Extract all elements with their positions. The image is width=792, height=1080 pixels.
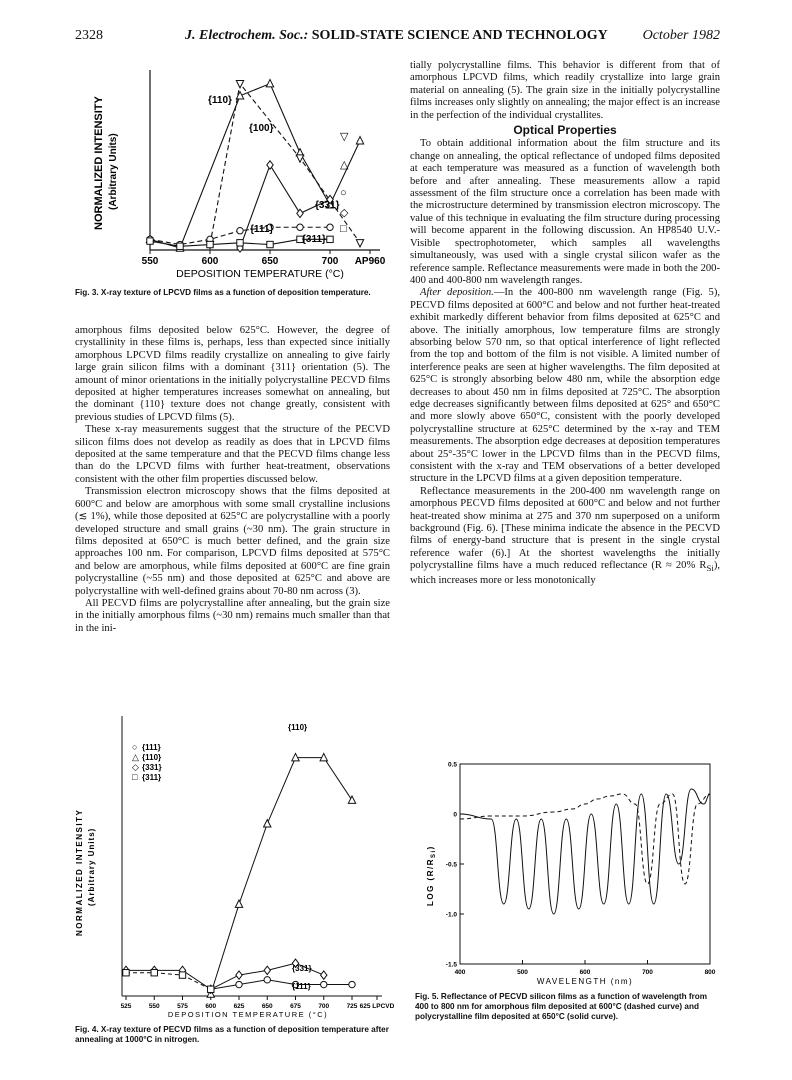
journal-section: SOLID-STATE SCIENCE AND TECHNOLOGY: [311, 28, 608, 43]
figure-4: [70, 706, 395, 1021]
fig4-data-point: [236, 981, 242, 987]
fig3-label-311: {311}: [302, 234, 326, 245]
fig4-ticks: [121, 996, 395, 1010]
fig3-key-circle: ○: [340, 187, 347, 199]
fig5-ylabel-main: LOG (R/R: [426, 858, 435, 906]
fig3-data-point: [356, 240, 363, 247]
fig5-y-tick-label: -1.5: [445, 961, 457, 969]
fig4-x-tick-label: 600: [205, 1003, 217, 1010]
figure-4-caption: Fig. 4. X-ray texture of PECVD films as a function of deposition temperature after annealing at 1000°C in nitrogen.: [75, 1025, 389, 1045]
fig4-legend-marker-111: ○: [132, 742, 138, 752]
fig4-data-point: [236, 971, 242, 979]
fig3-ylabel-units: (Arbitrary Units): [108, 133, 119, 210]
figure-3-chart: [70, 60, 390, 285]
fig5-marks: [460, 789, 710, 914]
right-paragraph-2-body: —In the 400-800 nm wavelength range (Fig. 5), PECVD films deposited at 600°C and below and not further heat-treated exhibit markedly different behavior from films deposited at 625°C and above. The initially amorphous, low temperature films are strongly absorbing below 570 nm, so that optical interference of light reflected from the top and bottom of the film is not visible. A limited number of interference peaks are seen at higher wavelengths. The film deposited at 625°C is strongly absorbing below 480 nm, while the absorption edge decreases to about 450 nm in films deposited at 725°C. The absorption edge decreases significantly between films deposited at 625° and 650°C and more slowly above 650°C, consistent with the poorly developed polycrystalline structure at 625°C determined by the x-ray and TEM measurements. The absorption edge decreases at deposition temperatures about 25°-35°C lower in the LPCVD films than in the PECVD films, consistent with the x-ray and TEM observations of a better developed structure in the LPCVD films at a given deposition temperature.: [410, 287, 720, 485]
fig3-ticks: [142, 250, 386, 267]
fig3-data-point: [327, 236, 333, 242]
fig5-x-tick-label: 500: [517, 969, 528, 976]
fig5-ticks: [446, 762, 716, 977]
fig5-y-tick-label: -1.0: [445, 911, 457, 919]
fig5-ylabel-end: ): [426, 845, 435, 850]
fig3-data-point: [356, 137, 363, 144]
fig4-data-point: [264, 966, 270, 974]
fig4-label-111: {111}: [292, 982, 311, 991]
fig3-key-diamond: ◇: [340, 207, 349, 219]
fig3-label-331: {331}: [315, 200, 340, 211]
figure-3: [70, 60, 390, 285]
fig3-label-110: {110}: [208, 95, 232, 106]
fig3-data-point: [266, 79, 273, 86]
fig3-data-point: [297, 224, 303, 230]
figure-4-chart: [70, 706, 395, 1021]
fig3-data-point: [236, 80, 243, 87]
fig4-x-tick-label: 550: [148, 1003, 160, 1010]
fig4-legend-331: {331}: [142, 763, 162, 772]
fig3-data-point: [267, 241, 273, 247]
fig4-legend-110: {110}: [142, 753, 162, 762]
figure-3-caption: Fig. 3. X-ray texture of LPCVD films as a function of deposition temperature.: [75, 288, 371, 297]
fig4-data-point: [264, 820, 271, 827]
fig5-x-tick-label: 800: [704, 969, 716, 976]
issue-date: October 1982: [642, 28, 720, 43]
fig4-x-tick-label: 650: [261, 1003, 273, 1010]
fig4-x-tick-label: 625: [233, 1003, 245, 1010]
left-paragraph-1: amorphous films deposited below 625°C. However, the degree of crystallinity in these films is, perhaps, less than expected since initially amorphous LPCVD films readily crystallize on annealing to give fairly large grain silicon films with a dominant {311} orientation (5). The amount of minor orientations in the initially polycrystalline PECVD films deposited at higher temperatures increases somewhat on annealing, but the dominant {110} texture does not change greatly, consistent with previous studies of LPCVD films (5).: [75, 325, 390, 423]
fig5-series-curve: [460, 794, 710, 884]
fig3-data-point: [147, 238, 153, 244]
fig3-key-square: □: [340, 223, 347, 235]
fig4-x-tick-label: 575: [177, 1003, 188, 1010]
journal-title: [185, 28, 608, 44]
left-paragraph-3: Transmission electron microscopy shows that the films deposited at 600°C and below are amorphous with some small crystalline inclusions (≲ 1%), while those deposited at 625°C are polycrystalline with a poorly developed structure and small grains (~30 nm). The grain structure in films deposited at 650°C is much better defined, and the grain size approaches 100 nm. For comparison, LPCVD films deposited at 575°C and below are amorphous, while films deposited at 600°C are fine grain polycrystalline (~55 nm) and those deposited at 625°C and above are polycrystalline with well-defined grains about 70-80 nm across (3).: [75, 486, 390, 597]
fig4-xlabel: DEPOSITION TEMPERATURE (°C): [167, 1010, 329, 1019]
fig3-data-point: [327, 224, 333, 230]
left-column-text: [75, 325, 390, 635]
fig4-legend-111: {111}: [142, 743, 161, 752]
fig5-y-tick-label: -0.5: [445, 861, 457, 869]
fig4-legend-marker-311: □: [132, 772, 138, 782]
right-column-text: [410, 60, 720, 587]
fig3-data-point: [237, 228, 243, 234]
fig5-series-curve: [460, 789, 710, 914]
fig3-x-tick-label: 700: [321, 256, 339, 267]
right-paragraph-3-body: Reflectance measurements in the 200-400 nm wavelength range on amorphous PECVD films deposited at 600°C and below and not further heat-treated show minima at 275 and 370 nm superposed on a uniform background (Fig. 6). [These minima indicate the absence in the PECVD films of energy-band structure that is present in the single crystal reference wafer (6).] At the shortest wavelengths the initially polycrystalline films have a much reduced reflectance (R ≈ 20% R: [410, 485, 720, 572]
fig4-data-point: [321, 981, 327, 987]
fig4-ylabel-units: (Arbitrary Units): [87, 827, 96, 906]
fig4-label-110: {110}: [288, 723, 308, 732]
fig4-data-point: [320, 753, 327, 760]
section-heading-optical: Optical Properties: [513, 123, 617, 138]
fig4-legend-marker-331: ◇: [132, 762, 139, 772]
fig5-xlabel: WAVELENGTH (nm): [536, 977, 634, 986]
fig3-key-triangle: △: [340, 159, 349, 171]
fig3-label-111: {111}: [250, 224, 274, 235]
fig3-marker-key: [340, 131, 349, 235]
fig3-label-100: {100}: [249, 123, 274, 134]
fig5-ylabel: [426, 845, 437, 906]
fig4-x-tick-label: 525: [120, 1003, 132, 1010]
left-paragraph-4: All PECVD films are polycrystalline after annealing, but the grain size in the initially amorphous films (~30 nm) remains much smaller than that in the ini-: [75, 597, 390, 634]
fig4-label-331: {331}: [292, 964, 312, 973]
fig4-x-tick-label: 700: [318, 1003, 330, 1010]
right-paragraph-3-end: ), which increases more or less monotonically: [410, 560, 720, 586]
fig4-data-point: [264, 977, 270, 983]
page-number: 2328: [75, 28, 103, 43]
fig5-y-tick-label: 0: [453, 811, 457, 819]
fig4-legend-311: {311}: [142, 773, 162, 782]
fig3-series-line: [210, 84, 360, 245]
fig4-ylabel: NORMALIZED INTENSITY: [75, 808, 84, 936]
fig4-data-point: [235, 900, 242, 907]
right-paragraph-0: tially polycrystalline films. This behavior is different from that of amorphous LPCVD films, which readily crystallize into large grain material on annealing (5). The grain size in the initially polycrystalline films increases only slightly on annealing; the major effect is an increase in the perfection of the individual crystallites.: [410, 60, 720, 121]
fig3-key-inv-triangle: ▽: [340, 131, 349, 143]
fig3-x-tick-label: 650: [261, 256, 279, 267]
fig4-x-tick-label: 725: [346, 1003, 358, 1010]
fig4-data-point: [151, 970, 157, 976]
fig4-marks: [123, 753, 356, 997]
run-in-heading: After deposition.: [420, 287, 494, 299]
fig4-series-line: [211, 980, 352, 989]
fig3-x-tick-label: 600: [201, 256, 219, 267]
fig5-ylabel-sub: Si: [431, 849, 437, 858]
journal-name: J. Electrochem. Soc.:: [185, 28, 309, 43]
fig3-data-point: [207, 241, 213, 247]
fig4-data-point: [179, 972, 185, 978]
fig3-data-point: [177, 243, 183, 249]
fig3-xlabel: DEPOSITION TEMPERATURE (°C): [176, 268, 344, 280]
fig4-data-point: [292, 753, 299, 760]
figure-5-caption: Fig. 5. Reflectance of PECVD silicon films as a function of wavelength from 400 to 800 nm for amorphous film deposited at 600°C (dashed curve) and polycrystalline film deposited at 650°C (solid curve).: [415, 992, 708, 1022]
fig5-x-tick-label: 600: [579, 969, 591, 976]
fig4-x-tick-label: 625 LPCVD: [359, 1003, 395, 1010]
fig4-series-line: [211, 758, 352, 994]
figure-5: [415, 756, 720, 986]
fig4-legend-marker-110: △: [132, 752, 139, 762]
right-paragraph-3-subscript: Si: [706, 563, 714, 574]
fig5-x-tick-label: 700: [642, 969, 653, 976]
fig5-x-tick-label: 400: [454, 969, 466, 976]
fig3-x-tick-label: 550: [141, 256, 159, 267]
fig4-legend: [132, 742, 162, 782]
left-paragraph-2: These x-ray measurements suggest that the structure of the PECVD silicon films does not develop as readily as does that in LPCVD films deposited at the same temperature and that the PECVD films change less than do the LPCVD films with further heat-treatment, observations consistent with the other film properties discussed below.: [75, 424, 390, 485]
fig4-data-point: [123, 970, 129, 976]
fig3-x-tick-label: AP960: [354, 256, 386, 267]
fig3-ylabel: NORMALIZED INTENSITY: [93, 96, 105, 230]
fig3-data-point: [237, 240, 243, 246]
fig4-data-point: [349, 981, 355, 987]
right-paragraph-2: [410, 287, 720, 486]
fig5-y-tick-label: 0.5: [447, 761, 457, 769]
running-header: [75, 28, 720, 48]
fig4-x-tick-label: 675: [290, 1003, 301, 1010]
fig3-data-point: [296, 155, 303, 162]
figure-5-chart: [415, 756, 720, 986]
fig4-data-point: [208, 986, 214, 992]
fig4-data-point: [321, 971, 327, 979]
right-paragraph-3: [410, 486, 720, 587]
right-paragraph-1: To obtain additional information about the film structure and its change on annealing, the optical reflectance of undoped films deposited at each temperature was measured as a function of wavelength both before and after annealing. These measurements allow a rapid assessment of the film structure once a correlation has been made with the microstructure determined by transmission electron microscopy. The value of this technique in evaluating the film structure during processing will become apparent in the following discussion. An HP8540 U.V.-Visible spectrophotometer, which samples all wavelengths simultaneously, was used with a single crystal silicon wafer as the reference sample. Reflectance measurements were made in both the 200-400 and 400-800 nm wavelength ranges.: [410, 138, 720, 286]
